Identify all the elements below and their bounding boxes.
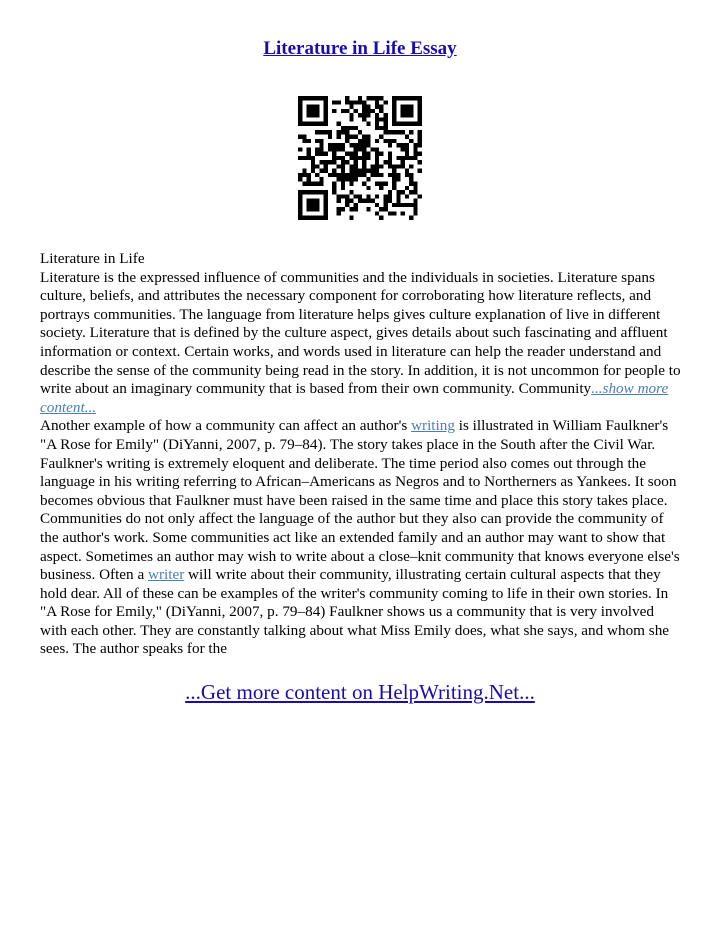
writing-link[interactable]: writing bbox=[411, 417, 455, 435]
title-link[interactable]: Literature in Life Essay bbox=[263, 38, 457, 59]
writer-link[interactable]: writer bbox=[147, 566, 185, 584]
essay-body bbox=[40, 250, 684, 659]
footer bbox=[0, 680, 720, 705]
paragraph-2-text-a: Another example of how a community can affect an author's bbox=[40, 417, 412, 435]
get-more-content-link[interactable]: ...Get more content on HelpWriting.Net... bbox=[185, 680, 535, 704]
paragraph-1 bbox=[40, 269, 684, 418]
paragraph-2-text-c: will write about their community, illustrating certain cultural aspects that they hold dear. All of these can be examples of the writer's community coming to life in their own stories. In "A Rose for Emily," (DiYanni, 2007, p. 79–84) Faulkner shows us a community that is very involved with each other. They are constantly talking about what Miss Emily does, what she says, and whom she sees. The author speaks for the bbox=[40, 566, 670, 658]
paragraph-2-text-b: is illustrated in William Faulkner's "A Rose for Emily" (DiYanni, 2007, p. 79–84). The story takes place in the South after the Civil War. Faulkner's writing is extremely eloquent and deliberate. The time period also comes out through the language in his writing referring to African–Americans as Negros and to Northerners as Yankees. It soon becomes obvious that Faulkner must have been raised in the same time and place this story takes place. Communities do not only affect the language of the author but they also can provide the community of the author's work. Some communities act like an extended family and an author may want to show that aspect. Sometimes an author may wish to write about a close–knit community that knows everyone else's business. Often a bbox=[40, 417, 680, 584]
show-more-link[interactable]: ...show more content... bbox=[40, 380, 669, 416]
essay-heading: Literature in Life bbox=[40, 250, 145, 267]
qr-code-icon bbox=[298, 96, 422, 220]
qr-code bbox=[298, 96, 422, 220]
paragraph-1-text: Literature is the expressed influence of communities and the individuals in societies. Literature spans culture, beliefs, and attributes the necessary component for corroborating how literature reflects, and portrays communities. The language from literature helps gives culture explanation of live in different society. Literature that is defined by the culture aspect, gives details about such fascinating and affluent information or context. Certain works, and words used in literature can help the reader understand and describe the sense of the community being read in the story. In addition, it is not uncommon for people to write about an imaginary community that is based from their own community. Community bbox=[40, 268, 681, 398]
paragraph-2 bbox=[40, 417, 684, 659]
title-heading bbox=[0, 38, 720, 60]
